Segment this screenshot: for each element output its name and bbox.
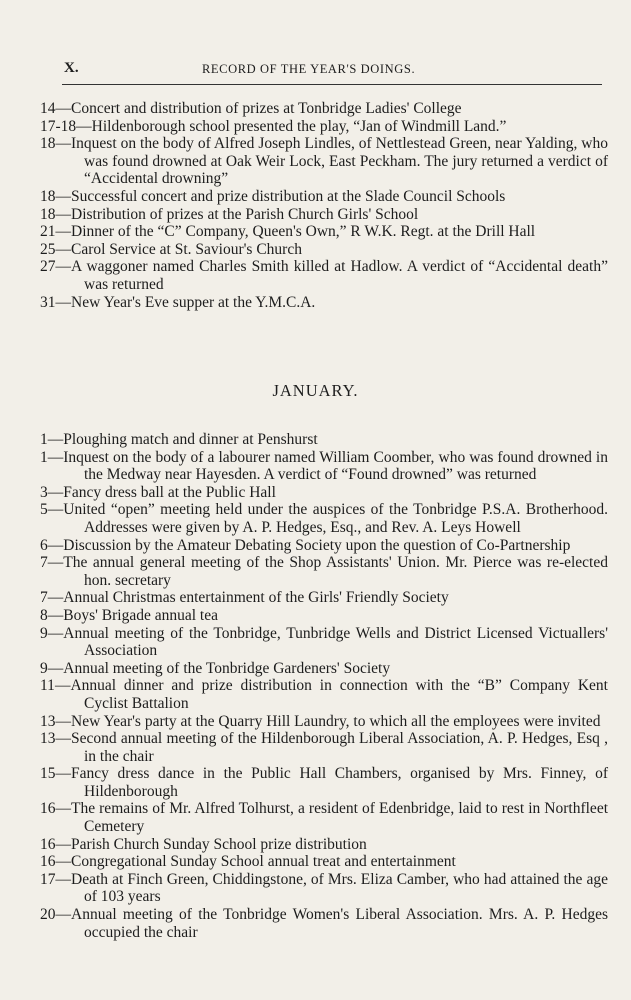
entry-date: 15: [40, 765, 56, 783]
list-item: [40, 800, 608, 835]
entry-date: 1: [40, 448, 48, 466]
entry-dash: —: [47, 606, 64, 624]
entry-dash: —: [55, 240, 71, 258]
running-title: RECORD OF THE YEAR'S DOINGS.: [202, 62, 416, 76]
entry-text: Annual dinner and prize distribution in connection with the “B” Company Kent Cyclist Battalion: [70, 677, 608, 712]
entry-dash: —: [47, 589, 64, 607]
entry-dash: —: [55, 765, 71, 783]
entry-dash: —: [47, 448, 64, 466]
entry-text: Death at Finch Green, Chiddingstone, of Mrs. Eliza Camber, who had attained the age of 103 years: [71, 870, 608, 906]
list-item: [40, 258, 608, 293]
list-item: [40, 906, 608, 941]
entry-dash: —: [55, 800, 71, 818]
list-item: [40, 589, 608, 607]
entry-text: Carol Service at St. Saviour's Church: [71, 240, 302, 258]
entry-dash: —: [55, 870, 71, 888]
entry-text: Ploughing match and dinner at Penshurst: [63, 431, 318, 448]
entry-text: New Year's Eve supper at the Y.M.C.A.: [71, 293, 316, 311]
list-item: [40, 871, 608, 906]
entry-date: 8: [40, 606, 48, 624]
list-item: [40, 677, 608, 712]
list-item: [40, 135, 608, 188]
header-rule: [62, 84, 602, 85]
entry-date: 18: [40, 205, 56, 223]
entry-date: 11: [40, 677, 55, 695]
page-number: X.: [64, 60, 79, 76]
entry-text: Annual meeting of the Tonbridge Women's Liberal Association. Mrs. A. P. Hedges occupied the chair: [71, 906, 608, 941]
entry-text: The annual general meeting of the Shop Assistants' Union. Mr. Pierce was re-elected hon. secretary: [63, 554, 608, 589]
entry-dash: —: [47, 501, 64, 519]
entry-dash: —: [55, 258, 71, 276]
entry-text: Annual meeting of the Tonbridge, Tunbridge Wells and District Licensed Victuallers' Association: [63, 624, 608, 660]
entry-text: Annual Christmas entertainment of the Girls' Friendly Society: [63, 589, 449, 607]
entry-date: 5: [40, 501, 48, 519]
entry-date: 16: [40, 853, 56, 871]
list-item: [40, 223, 608, 241]
list-item: [40, 836, 608, 854]
list-item: [40, 241, 608, 259]
entry-text: Annual meeting of the Tonbridge Gardeners' Society: [63, 659, 391, 677]
entry-dash: —: [47, 659, 64, 677]
list-item: [40, 730, 608, 765]
entry-text: Successful concert and prize distribution at the Slade Council Schools: [71, 187, 506, 205]
entry-text: United “open” meeting held under the auspices of the Tonbridge P.S.A. Brotherhood. Addresses were given by A. P. Hedges, Esq., and Rev. A. Leys Howell: [63, 501, 608, 536]
entry-text: A waggoner named Charles Smith killed at Hadlow. A verdict of “Accidental death” was returned: [71, 258, 608, 293]
entry-dash: —: [55, 730, 71, 748]
list-item: [40, 713, 608, 731]
list-item: [40, 853, 608, 871]
entry-dash: —: [55, 835, 71, 853]
entry-date: 17: [40, 870, 56, 888]
entry-date: 31: [40, 293, 56, 311]
list-item: [40, 607, 608, 625]
list-item: [40, 501, 608, 536]
entry-date: 9: [40, 624, 48, 642]
entry-text: Fancy dress ball at the Public Hall: [63, 483, 276, 501]
entry-text: Second annual meeting of the Hildenborough Liberal Association, A. P. Hedges, Esq , in the chair: [71, 730, 608, 765]
entry-date: 9: [40, 659, 48, 677]
page-header: [62, 58, 602, 80]
entry-date: 6: [40, 536, 48, 554]
entry-dash: —: [55, 712, 71, 730]
entry-date: 17-18: [40, 117, 77, 135]
entry-text: Congregational Sunday School annual treat and entertainment: [71, 853, 456, 871]
entry-dash: —: [55, 205, 71, 223]
list-item: [40, 537, 608, 555]
list-item: [40, 294, 608, 312]
entry-text: Inquest on the body of a labourer named William Coomber, who was found drowned in the Medway near Hayesden. A verdict of “Found drowned” was returned: [63, 448, 608, 484]
list-item: [40, 765, 608, 800]
entry-dash: —: [47, 554, 64, 572]
entry-dash: —: [55, 100, 71, 117]
entry-date: 21: [40, 223, 56, 241]
entry-date: 7: [40, 554, 48, 572]
list-item: [40, 554, 608, 589]
entry-dash: —: [47, 431, 64, 448]
entry-text: Boys' Brigade annual tea: [63, 606, 218, 624]
entry-date: 18: [40, 135, 56, 153]
entry-date: 18: [40, 187, 56, 205]
list-item: [40, 118, 608, 136]
entry-date: 16: [40, 800, 56, 818]
entry-text: Distribution of prizes at the Parish Church Girls' School: [71, 205, 419, 223]
entry-date: 20: [40, 906, 56, 924]
entry-text: The remains of Mr. Alfred Tolhurst, a resident of Edenbridge, laid to rest in Northfleet Cemetery: [71, 800, 608, 836]
entry-date: 27: [40, 258, 56, 276]
entry-text: Parish Church Sunday School prize distribution: [71, 835, 367, 853]
entry-date: 14: [40, 100, 56, 117]
list-item: [40, 431, 608, 449]
entry-dash: —: [47, 536, 64, 554]
december-entry-list: [40, 100, 608, 311]
entry-text: Concert and distribution of prizes at Tonbridge Ladies' College: [71, 100, 462, 117]
list-item: [40, 188, 608, 206]
entry-date: 16: [40, 835, 56, 853]
entry-dash: —: [55, 853, 71, 871]
list-item: [40, 100, 608, 118]
january-entry-list: [40, 431, 608, 941]
entry-date: 13: [40, 712, 56, 730]
entry-text: Dinner of the “C” Company, Queen's Own,” R W.K. Regt. at the Drill Hall: [71, 223, 536, 241]
entry-text: Fancy dress dance in the Public Hall Chambers, organised by Mrs. Finney, of Hildenborough: [71, 765, 608, 800]
entry-text: Hildenborough school presented the play, “Jan of Windmill Land.”: [91, 117, 507, 135]
entry-dash: —: [54, 677, 71, 695]
list-item: [40, 449, 608, 484]
entry-dash: —: [55, 135, 71, 153]
entry-date: 25: [40, 240, 56, 258]
entry-date: 7: [40, 589, 48, 607]
list-item: [40, 625, 608, 660]
month-heading: JANUARY.: [272, 381, 359, 400]
entry-text: Discussion by the Amateur Debating Society upon the question of Co-Partnership: [63, 536, 571, 554]
entry-dash: —: [55, 187, 71, 205]
entry-dash: —: [76, 117, 92, 135]
entry-dash: —: [55, 293, 71, 311]
entry-text: Inquest on the body of Alfred Joseph Lindles, of Nettlestead Green, near Yalding, who was found drowned at Oak Weir Lock, East Peckham. The jury returned a verdict of “Accidental drowning”: [71, 135, 608, 188]
entry-dash: —: [47, 483, 64, 501]
entry-dash: —: [55, 223, 71, 241]
entry-text: New Year's party at the Quarry Hill Laundry, to which all the employees were invited: [71, 712, 601, 730]
entry-date: 1: [40, 431, 48, 448]
list-item: [40, 206, 608, 224]
list-item: [40, 484, 608, 502]
entry-date: 3: [40, 483, 48, 501]
entry-dash: —: [55, 906, 71, 924]
entry-dash: —: [47, 624, 64, 642]
list-item: [40, 660, 608, 678]
entry-date: 13: [40, 730, 56, 748]
